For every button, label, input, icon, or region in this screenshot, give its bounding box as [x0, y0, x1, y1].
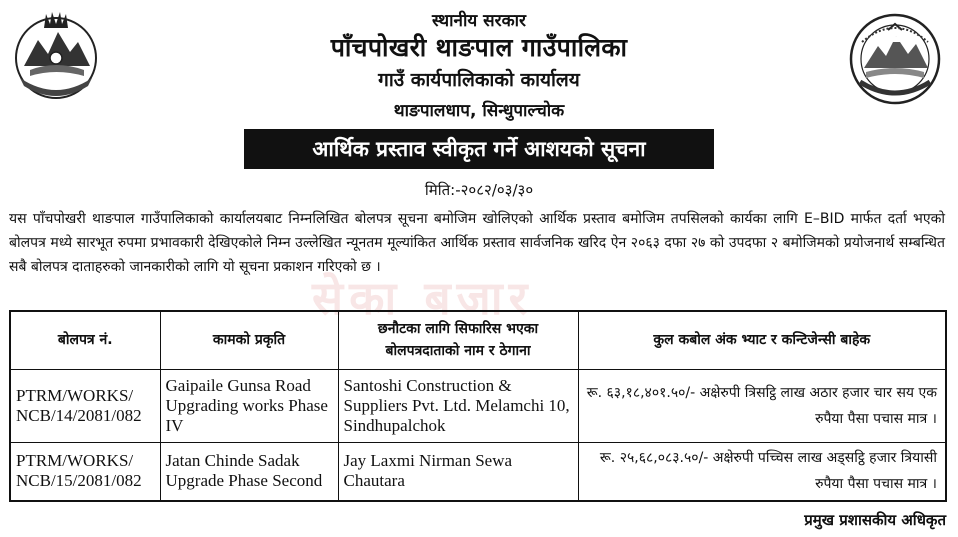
- table-row: [10, 442, 946, 501]
- cell-bid-number: PTRM/WORKS/ NCB/14/2081/082: [10, 369, 160, 442]
- header-bid-number: बोलपत्र नं.: [10, 311, 160, 369]
- cell-amount: रू. ६३,१८,४०१.५०/- अक्षेरुपी त्रिसट्ठि लाख अठार हजार चार सय एक रुपैया पैसा पचास मात्र ।: [578, 369, 946, 442]
- cell-amount: रू. २५,६८,०८३.५०/- अक्षेरुपी पच्चिस लाख अड्सट्ठि हजार त्रियासी रुपैया पैसा पचास मात्र ।: [578, 442, 946, 501]
- header-bidder-name-address: छनौटका लागि सिफारिस भएका बोलपत्रदाताको नाम र ठेगाना: [338, 311, 578, 369]
- notice-date: मिति:-२०८२/०३/३०: [424, 181, 534, 199]
- cell-work: Gaipaile Gunsa Road Upgrading works Phase IV: [160, 369, 338, 442]
- header-office-name: गाउँ कार्यपालिकाको कार्यालय: [378, 69, 580, 91]
- bid-table: [9, 310, 947, 502]
- notice-title: आर्थिक प्रस्ताव स्वीकृत गर्ने आशयको सूचना: [244, 129, 714, 169]
- header-work-nature: कामको प्रकृति: [160, 311, 338, 369]
- cell-bid-number: PTRM/WORKS/ NCB/15/2081/082: [10, 442, 160, 501]
- table-row: [10, 369, 946, 442]
- header-total-amount: कुल कबोल अंक भ्याट र कन्टिजेन्सी बाहेक: [578, 311, 946, 369]
- notice-header: [0, 0, 958, 180]
- header-municipality-name: पाँचपोखरी थाङपाल गाउँपालिका: [330, 33, 628, 62]
- table-header-row: [10, 311, 946, 369]
- notice-paragraph: यस पाँचपोखरी थाङपाल गाउँपालिकाको कार्यालयबाट निम्नलिखित बोलपत्र सूचना बमोजिम खोलिएको आर्थिक प्रस्ताव बमोजिम तपसिलको कार्यका लागि E–BID मार्फत दर्ता भएको बोलपत्र मध्ये सारभूत रुपमा प्रभावकारी देखिएकोले निम्न उल्लेखित न्यूनतम मूल्यांकित आर्थिक प्रस्ताव सार्वजनिक खरिद ऐन २०६३ दफा २७ को उपदफा २ बमोजिमको प्रयोजनार्थ सम्बन्धित सबै बोलपत्र दाताहरुको जानकारीको लागि यो सूचना प्रकाशन गरिएको छ ।: [9, 211, 945, 275]
- cell-bidder: Santoshi Construction & Suppliers Pvt. Ltd. Melamchi 10, Sindhupalchok: [338, 369, 578, 442]
- watermark-text: सेका बजार: [312, 271, 534, 325]
- signatory: प्रमुख प्रशासकीय अधिकृत: [804, 511, 946, 529]
- cell-bidder: Jay Laxmi Nirman Sewa Chautara: [338, 442, 578, 501]
- cell-work: Jatan Chinde Sadak Upgrade Phase Second: [160, 442, 338, 501]
- header-address: थाङपालधाप, सिन्धुपाल्चोक: [393, 101, 565, 121]
- header-local-government: स्थानीय सरकार: [431, 11, 526, 31]
